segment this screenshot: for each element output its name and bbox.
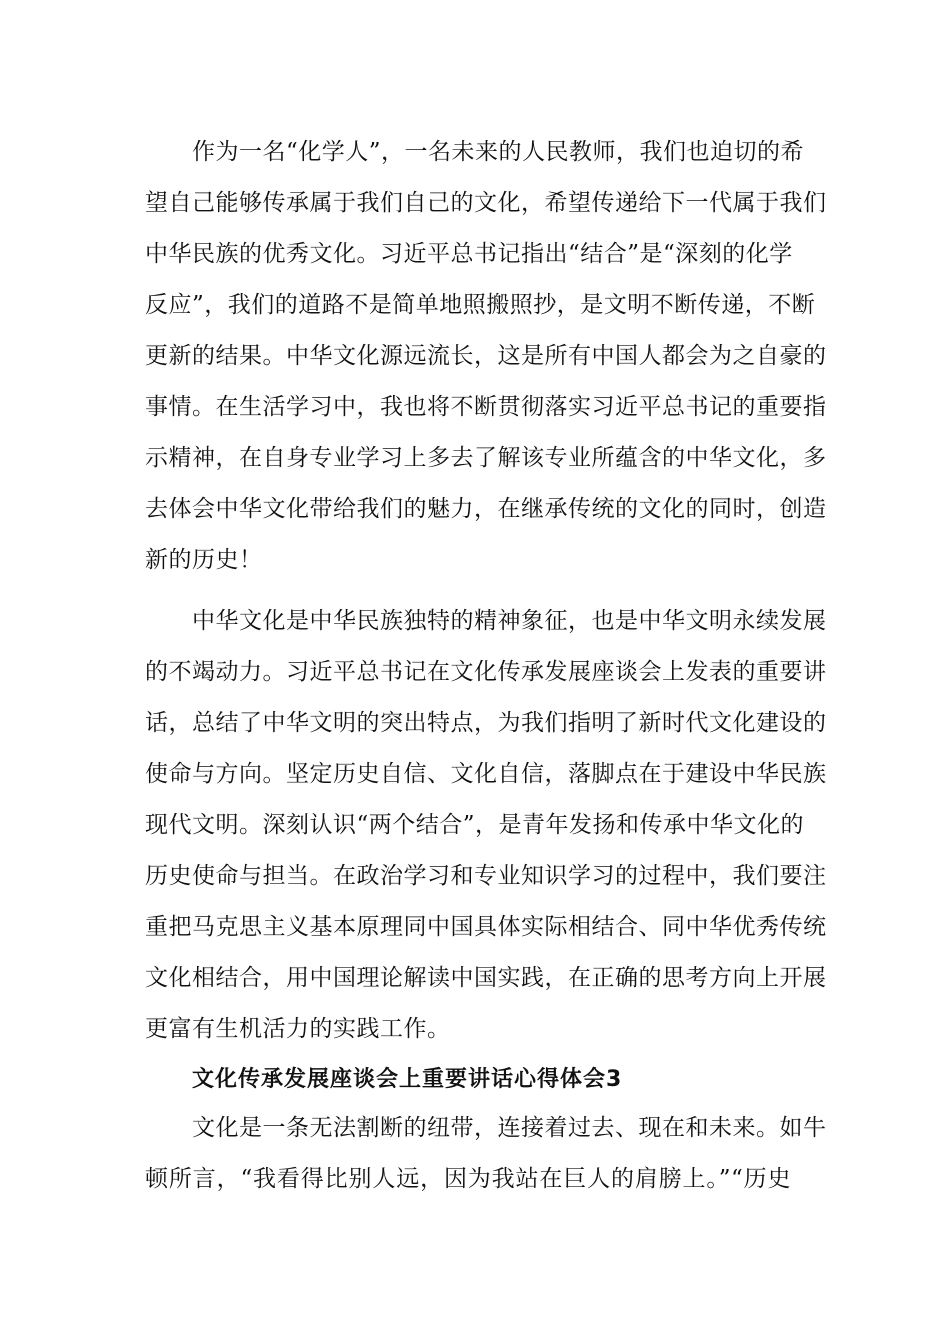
paragraph-1-line-3: 中华民族的优秀文化。习近平总书记指出“结合”是“深刻的化学 [145,241,793,267]
paragraph-1-line-2: 望自己能够传承属于我们自己的文化，希望传递给下一代属于我们 [145,190,827,216]
paragraph-1-line-7: 示精神，在自身专业学习上多去了解该专业所蕴含的中华文化，多 [145,445,827,471]
paragraph-1-line-9: 新的历史！ [145,547,263,573]
paragraph-2-line-5: 现代文明。深刻认识“两个结合”，是青年发扬和传承中华文化的 [145,812,805,838]
paragraph-2-line-2: 的不竭动力。习近平总书记在文化传承发展座谈会上发表的重要讲 [145,659,827,685]
paragraph-2-line-9: 更富有生机活力的实践工作。 [145,1016,451,1042]
paragraph-3-line-1: 文化是一条无法割断的纽带，连接着过去、现在和未来。如牛 [192,1115,827,1141]
paragraph-3-line-2: 顿所言，“我看得比别人远，因为我站在巨人的肩膀上。”“历史 [145,1166,791,1192]
paragraph-2-line-4: 使命与方向。坚定历史自信、文化自信，落脚点在于建设中华民族 [145,761,827,787]
paragraph-2-line-7: 重把马克思主义基本原理同中国具体实际相结合、同中华优秀传统 [145,914,827,940]
paragraph-1-line-4: 反应”，我们的道路不是简单地照搬照抄，是文明不断传递，不断 [145,292,816,318]
paragraph-2-line-6: 历史使命与担当。在政治学习和专业知识学习的过程中，我们要注 [145,863,827,889]
paragraph-2-line-8: 文化相结合，用中国理论解读中国实践，在正确的思考方向上开展 [145,965,827,991]
paragraph-2-line-1: 中华文化是中华民族独特的精神象征，也是中华文明永续发展 [192,608,827,634]
paragraph-1-line-5: 更新的结果。中华文化源远流长，这是所有中国人都会为之自豪的 [145,343,827,369]
paragraph-1-line-1: 作为一名“化学人”，一名未来的人民教师，我们也迫切的希 [192,139,805,165]
paragraph-1-line-8: 去体会中华文化带给我们的魅力，在继承传统的文化的同时，创造 [145,496,827,522]
paragraph-2-line-3: 话，总结了中华文明的突出特点，为我们指明了新时代文化建设的 [145,710,827,736]
paragraph-1-line-6: 事情。在生活学习中，我也将不断贯彻落实习近平总书记的重要指 [145,394,827,420]
section-heading: 文化传承发展座谈会上重要讲话心得体会3 [192,1067,623,1092]
